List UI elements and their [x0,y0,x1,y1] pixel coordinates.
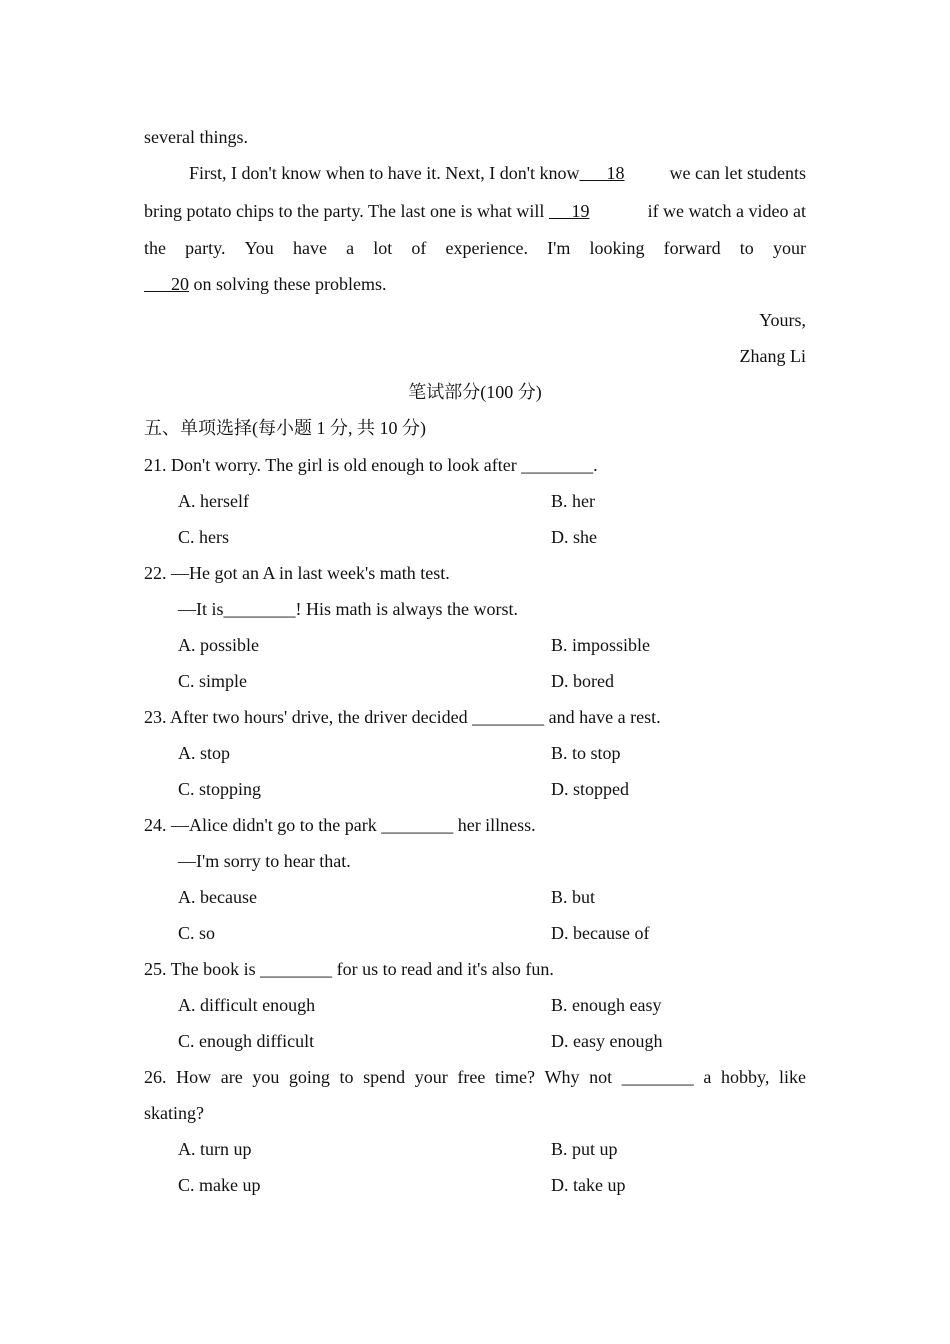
word: a [703,1067,712,1087]
word: free [457,1067,486,1087]
word: forward [663,238,721,258]
question-26-stem [144,1066,806,1088]
letter-text: we can let students [669,163,806,183]
blank-18 [579,163,624,183]
word: a [346,238,355,258]
word: experience. [445,238,528,258]
question-24-option-d: D. because of [551,923,650,943]
question-26-option-d: D. take up [551,1175,626,1195]
word: 26. [144,1067,167,1087]
blank-19-number: 19 [571,201,590,221]
word: How [176,1067,212,1087]
question-25-option-d: D. easy enough [551,1031,663,1051]
word: have [292,238,327,258]
letter-text: First, I don't know when to have it. Next, I don't know [189,163,580,183]
question-25-option-a: A. difficult enough [178,995,316,1015]
word: the [144,238,166,258]
question-23-stem: 23. After two hours' drive, the driver decided ________ and have a rest. [144,707,661,727]
letter-closing: Yours, [759,310,806,330]
word: lot [373,238,393,258]
question-26-option-a: A. turn up [178,1139,252,1159]
question-24-stem-reply: —I'm sorry to hear that. [178,851,351,871]
word: your [414,1067,448,1087]
question-26-option-b: B. put up [551,1139,618,1159]
question-22-option-b: B. impossible [551,635,651,655]
letter-text: if we watch a video at [647,201,806,221]
word: to [739,238,754,258]
question-22-option-a: A. possible [178,635,259,655]
letter-paragraph-line-3 [144,237,806,259]
question-22-stem: 22. —He got an A in last week's math test. [144,563,450,583]
question-22-option-d: D. bored [551,671,614,691]
word: spend [363,1067,406,1087]
word: going [288,1067,330,1087]
question-24-option-a: A. because [178,887,257,907]
word: hobby, [721,1067,770,1087]
question-21-option-c: C. hers [178,527,229,547]
answer-blank: ________ [621,1067,694,1087]
question-24-stem: 24. —Alice didn't go to the park ________ her illness. [144,815,536,835]
word: Why [544,1067,580,1087]
word: You [244,238,274,258]
letter-paragraph-line-2 [144,200,806,222]
section-subtitle: 五、单项选择(每小题 1 分, 共 10 分) [144,418,426,438]
question-26-option-c: C. make up [178,1175,261,1195]
word: of [411,238,427,258]
word: looking [589,238,645,258]
word: not [589,1067,613,1087]
blank-18-number: 18 [606,163,625,183]
question-21-option-b: B. her [551,491,595,511]
question-25-stem: 25. The book is ________ for us to read and it's also fun. [144,959,554,979]
word: are [220,1067,243,1087]
word: party. [185,238,226,258]
word: to [339,1067,354,1087]
question-24-option-b: B. but [551,887,596,907]
question-21-option-a: A. herself [178,491,249,511]
question-23-option-d: D. stopped [551,779,629,799]
blank-20 [144,274,189,294]
letter-signature: Zhang Li [739,346,806,366]
question-25-option-b: B. enough easy [551,995,662,1015]
letter-paragraph-line-4 [144,273,806,295]
word: I'm [547,238,571,258]
letter-text: bring potato chips to the party. The last one is what will [144,201,545,221]
question-25-option-c: C. enough difficult [178,1031,315,1051]
question-26-stem-cont: skating? [144,1103,204,1123]
question-21-option-d: D. she [551,527,597,547]
question-22-option-c: C. simple [178,671,248,691]
question-23-option-c: C. stopping [178,779,262,799]
blank-19 [549,201,590,221]
letter-text: on solving these problems. [193,274,387,294]
section-title: 笔试部分(100 分) [408,382,542,402]
letter-paragraph-line-1 [144,162,806,184]
letter-line-1: several things. [144,127,248,147]
question-23-option-a: A. stop [178,743,231,763]
question-24-option-c: C. so [178,923,216,943]
word: your [772,238,806,258]
blank-20-number: 20 [171,274,189,294]
question-23-option-b: B. to stop [551,743,621,763]
question-22-stem-reply: —It is________! His math is always the worst. [178,599,518,619]
word: like [778,1067,806,1087]
question-21-stem: 21. Don't worry. The girl is old enough to look after ________. [144,455,598,475]
word: you [252,1067,280,1087]
word: time? [494,1067,535,1087]
